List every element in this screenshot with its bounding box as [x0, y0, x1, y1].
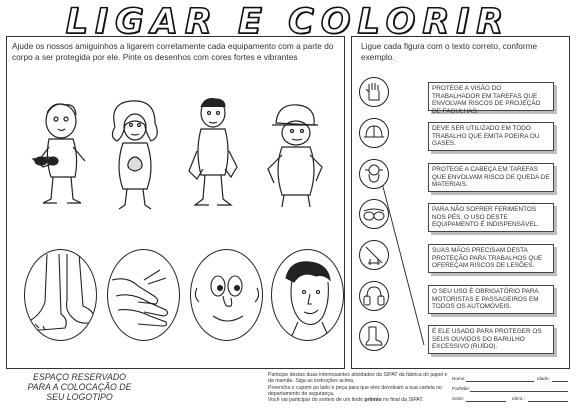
option-text-7: É ELE USADO PARA PROTEGER OS SEUS OUVIDOS DO BARULHO EXCESSIVO (RUÍDO).	[428, 325, 554, 354]
ident-field[interactable]	[528, 401, 568, 402]
character-helmet	[262, 99, 328, 211]
oval-man-profile	[271, 249, 344, 341]
participation-line-3: Você vai participar do sorteio de um lindo prêmio no final da SIPAT.	[268, 397, 424, 404]
glove-icon[interactable]	[359, 77, 389, 107]
option-box-5	[431, 247, 557, 276]
option-box-7	[431, 328, 557, 357]
oval-hands	[107, 249, 180, 341]
option-text-5: SUAS MÃOS PRECISAM DESTA PROTEÇÃO PARA TRABALHOS QUE OFEREÇAM RISCOS DE LESÕES.	[428, 244, 554, 273]
option-box-3	[431, 166, 557, 195]
sector-label: Setor:	[452, 396, 465, 401]
option-box-1	[431, 85, 557, 114]
sector-field[interactable]	[466, 401, 506, 402]
option-box-2	[431, 125, 557, 154]
oval-feet	[24, 249, 97, 341]
seat-belt-icon[interactable]	[359, 240, 389, 270]
option-box-4	[431, 206, 557, 235]
right-instruction: Ligue cada figura com o texto correto, conforme exemplo.	[361, 41, 538, 62]
option-text-1: PROTEGE A VISÃO DO TRABALHADOR EM TAREFAS QUE ENVOLVAM RISCOS DE PROJEÇÃO DE FAGULHAS.	[428, 82, 554, 111]
character-boots	[185, 95, 245, 213]
age-field[interactable]	[552, 381, 568, 382]
option-box-6	[431, 288, 557, 317]
parent-field[interactable]	[470, 391, 568, 392]
right-activity-panel	[351, 36, 570, 369]
name-field[interactable]	[466, 381, 534, 382]
character-goggles	[29, 99, 99, 211]
participation-line-2: Preencha o cupom ao lado e peça para que eles devolvam a sua cartela no departamento de segurança.	[268, 384, 442, 397]
character-woman	[105, 97, 165, 213]
ident-label: Ident.:	[512, 396, 525, 401]
option-text-6: O SEU USO É OBRIGATÓRIO PARA MOTORISTAS E PASSAGEIROS EM TODOS OS AUTOMÓVEIS.	[428, 285, 554, 314]
left-activity-panel	[6, 36, 345, 369]
safety-boot-icon[interactable]	[359, 321, 389, 351]
parent-label: Pai/Mãe:	[452, 386, 471, 391]
option-text-3: PROTEGE A CABEÇA EM TAREFAS QUE ENVOLVAM RISCO DE QUEDA DE MATERIAIS.	[428, 163, 554, 192]
age-label: Idade:	[537, 376, 550, 381]
page-title: LIGAR E COLORIR	[65, 2, 511, 42]
logo-placeholder: ESPAÇO RESERVADO PARA A COLOCAÇÃO DE SEU LOGOTIPO	[27, 372, 132, 402]
name-label: Nome:	[452, 376, 466, 381]
safety-goggles-icon[interactable]	[359, 199, 389, 229]
left-instruction: Ajude os nossos amiguinhos a ligarem corretamente cada equipamento com a parte do corpo a ser protegida por ele. Pinte os desenhos com cores fortes e vibrantes	[12, 41, 334, 62]
ear-muffs-icon[interactable]	[359, 281, 389, 311]
oval-face	[190, 249, 263, 341]
option-text-2: DEVE SER UTILIZADO EM TODO TRABALHO QUE EMITA POEIRA OU GASES.	[428, 122, 554, 151]
option-text-4: PARA NÃO SOFRER FERIMENTOS NOS PÉS, O USO DESTE EQUIPAMENTO É INDISPENSÁVEL.	[428, 203, 554, 232]
participation-line-1: Participe destas duas interessantes atividades da SIPAT da fábrica do papel e da mamãe. Siga as instruções acima.	[268, 372, 448, 385]
helmet-icon[interactable]	[359, 118, 389, 148]
participation-text	[268, 372, 448, 403]
dust-mask-icon[interactable]	[359, 159, 389, 189]
